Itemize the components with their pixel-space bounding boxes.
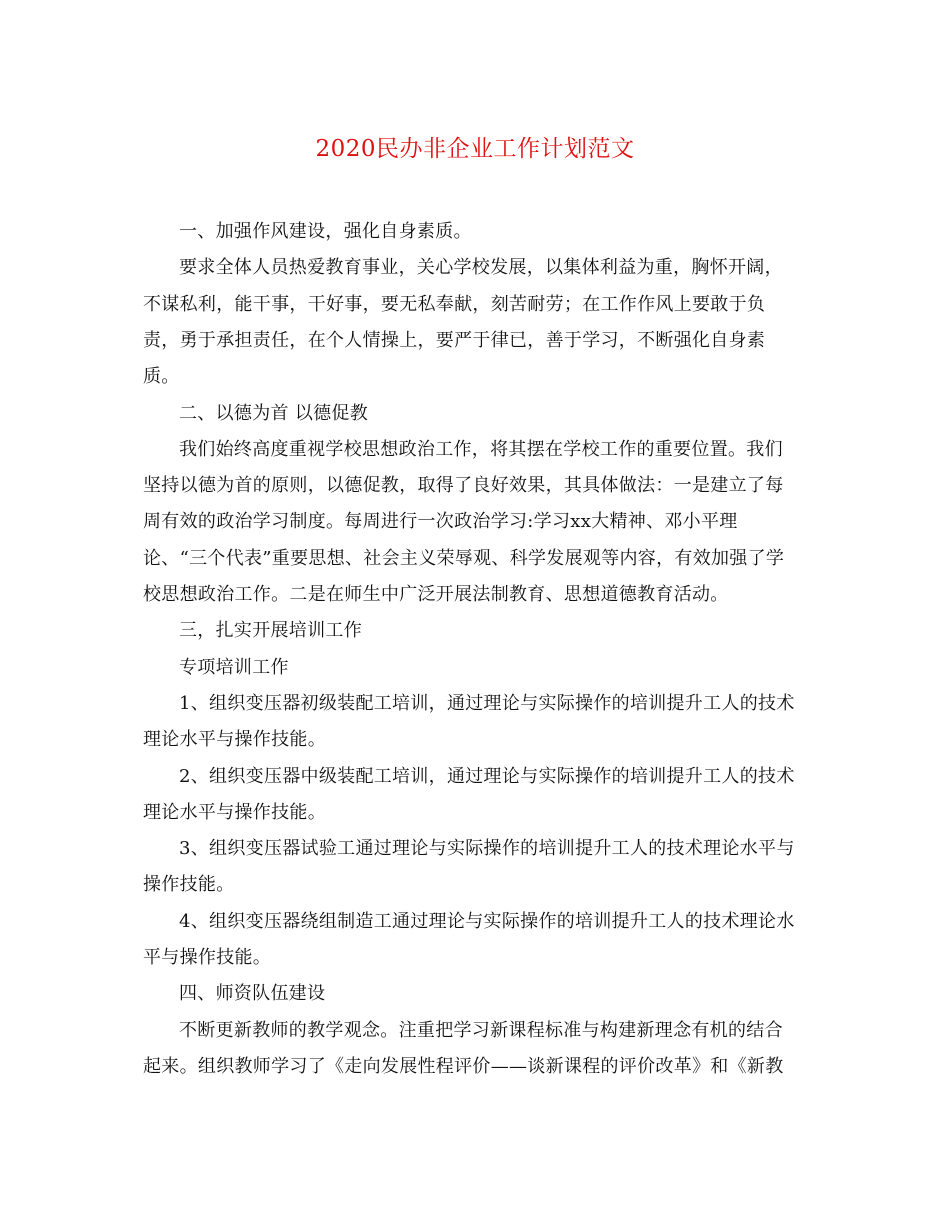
text-line: 不断更新教师的教学观念。注重把学习新课程标准与构建新理念有机的结合 bbox=[179, 1019, 783, 1041]
text-line: 质。 bbox=[143, 366, 180, 388]
text-line: 操作技能。 bbox=[143, 874, 235, 896]
text-line: 一、加强作风建设，强化自身素质。 bbox=[179, 221, 472, 242]
text-line: 3、组织变压器试验工通过理论与实际操作的培训提升工人的技术理论水平与 bbox=[179, 838, 795, 860]
text-line: 责，勇于承担责任，在个人情操上，要严于律已，善于学习，不断强化自身素 bbox=[143, 329, 766, 351]
text-line: 不谋私利，能干事，干好事，要无私奉献，刻苦耐劳；在工作作风上要敢于负 bbox=[143, 293, 766, 315]
document-title: 2020民办非企业工作计划范文 bbox=[315, 136, 635, 162]
text-line: 周有效的政治学习制度。每周进行一次政治学习:学习xx大精神、邓小平理 bbox=[143, 511, 738, 533]
text-line: 平与操作技能。 bbox=[143, 947, 272, 968]
text-line: 三，扎实开展培训工作 bbox=[179, 620, 362, 642]
text-line: 2、组织变压器中级装配工培训，通过理论与实际操作的培训提升工人的技术 bbox=[179, 765, 795, 787]
text-line: 校思想政治工作。二是在师生中广泛开展法制教育、思想道德教育活动。 bbox=[143, 584, 729, 605]
text-line: 起来。组织教师学习了《走向发展性程评价——谈新课程的评价改革》和《新教 bbox=[143, 1055, 784, 1077]
text-line: 理论水平与操作技能。 bbox=[143, 801, 326, 823]
text-line: 我们始终高度重视学校思想政治工作，将其摆在学校工作的重要位置。我们 bbox=[179, 438, 783, 460]
text-line: 专项培训工作 bbox=[179, 656, 289, 678]
text-line: 1、组织变压器初级装配工培训，通过理论与实际操作的培训提升工人的技术 bbox=[179, 692, 795, 714]
text-line: 要求全体人员热爱教育事业，关心学校发展，以集体利益为重，胸怀开阔， bbox=[179, 257, 783, 279]
text-line: 坚持以德为首的原则，以德促教，取得了良好效果，其具体做法：一是建立了每 bbox=[143, 475, 784, 497]
text-line: 理论水平与操作技能。 bbox=[143, 729, 326, 751]
text-line: 4、组织变压器绕组制造工通过理论与实际操作的培训提升工人的技术理论水 bbox=[179, 910, 795, 932]
text-line: 二、以德为首 以德促教 bbox=[179, 402, 369, 424]
text-line: 论、“三个代表”重要思想、社会主义荣辱观、科学发展观等内容，有效加强了学 bbox=[143, 547, 785, 569]
text-line: 四、师资队伍建设 bbox=[179, 983, 326, 1005]
